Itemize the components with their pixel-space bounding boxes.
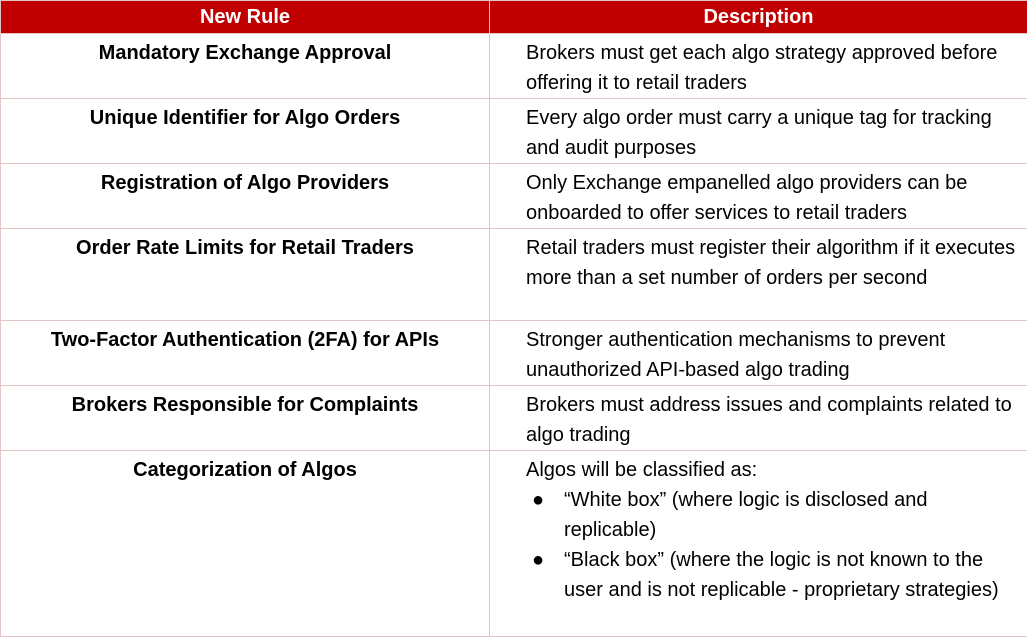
bullet-list — [526, 485, 1017, 605]
bullet-text: “White box” (where logic is disclosed and replicable) — [564, 489, 928, 541]
rule-description: Algos will be classified as: — [526, 455, 1017, 485]
rule-description: Only Exchange empanelled algo providers can be onboarded to offer services to retail traders — [490, 164, 1027, 229]
rule-name: Brokers Responsible for Complaints — [1, 386, 490, 451]
table-row — [1, 34, 1027, 99]
table-row — [1, 99, 1027, 164]
header-row — [1, 1, 1027, 34]
rule-name: Registration of Algo Providers — [1, 164, 490, 229]
table-row — [1, 229, 1027, 321]
rule-name: Order Rate Limits for Retail Traders — [1, 229, 490, 321]
list-item — [526, 545, 1017, 605]
rule-description: Stronger authentication mechanisms to prevent unauthorized API-based algo trading — [490, 321, 1027, 386]
bullet-icon: ● — [528, 485, 548, 515]
table-row — [1, 164, 1027, 229]
table-row — [1, 321, 1027, 386]
rule-description: Brokers must address issues and complaints related to algo trading — [490, 386, 1027, 451]
rule-description: Brokers must get each algo strategy approved before offering it to retail traders — [490, 34, 1027, 99]
header-new-rule: New Rule — [1, 1, 490, 34]
rule-description: Retail traders must register their algorithm if it executes more than a set number of orders per second — [490, 229, 1027, 321]
table-row — [1, 386, 1027, 451]
bullet-icon: ● — [528, 545, 548, 575]
bullet-text: “Black box” (where the logic is not known to the user and is not replicable - proprietary strategies) — [564, 549, 999, 601]
rule-name: Unique Identifier for Algo Orders — [1, 99, 490, 164]
rule-name: Mandatory Exchange Approval — [1, 34, 490, 99]
list-item — [526, 485, 1017, 545]
rule-name: Two-Factor Authentication (2FA) for APIs — [1, 321, 490, 386]
rule-name: Categorization of Algos — [1, 451, 490, 637]
rule-description: Every algo order must carry a unique tag for tracking and audit purposes — [490, 99, 1027, 164]
table-row — [1, 451, 1027, 637]
header-description: Description — [490, 1, 1027, 34]
rule-description-cell — [490, 451, 1027, 637]
